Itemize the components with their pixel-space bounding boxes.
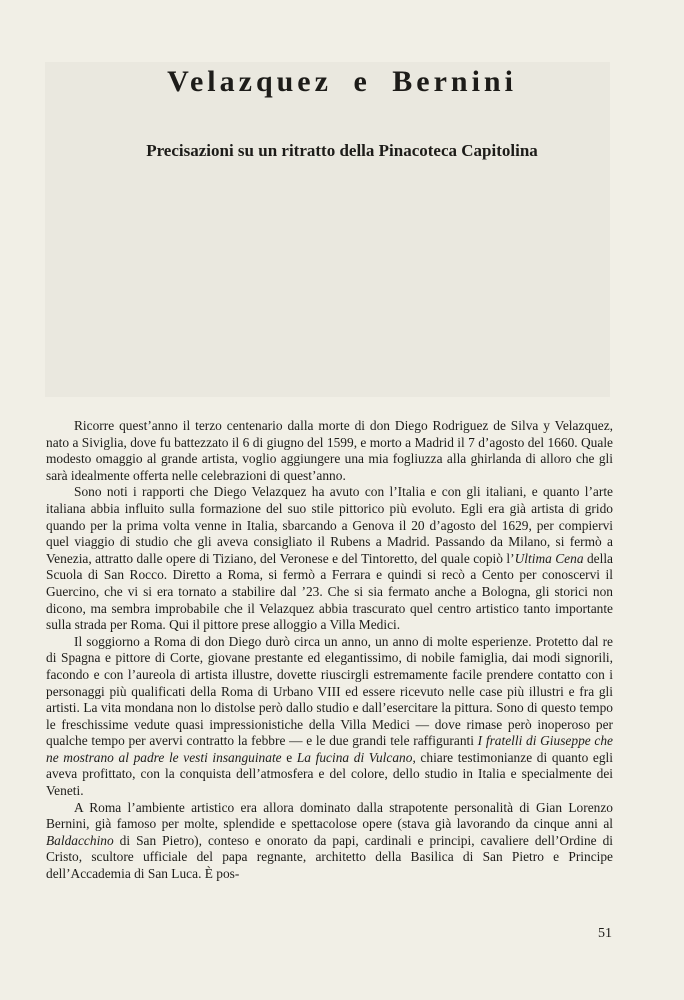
- article-body: [46, 418, 613, 883]
- italic-title-baldacchino: Baldacchino: [46, 832, 114, 848]
- paragraph-text: della Scuola di San Rocco. Diretto a Roma, si fermò a Ferrara e quindi si recò a Cento per conoscervi il Guercino, che vi si era tornato a stabilire dal ’23. Che si sia fermato anche a Bologna, gli storici non dicono, ma sembra improbabile che il Velazquez abbia trascurato quel centro artistico tanto importante sulla strada per Roma. Qui il pittore prese alloggio a Villa Medici.: [46, 550, 614, 633]
- paragraph-text: Il soggiorno a Roma di don Diego durò circa un anno, un anno di molte esperienze. Protetto dal re di Spagna e pittore di Corte, giovane prestante ed elegantissimo, di nobile famiglia, dai modi signorili, facondo e con l’aureola di artista illustre, dovette riuscirgli estremamente facile prendere contatto con i personaggi più qualificati della Roma di Urbano VIII ed essere ricevuto nelle case più illustri e fra gli artisti. La vita mondana non lo distolse però dallo studio e dall’esercitare la pittura. Sono di questo tempo le freschissime vedute quasi impressionistiche della Villa Medici — dove rimase però inoperoso per qualche tempo per avervi contratto la febbre — e le due grandi tele raffiguranti: [46, 633, 613, 749]
- paragraph-1: [46, 418, 613, 484]
- paragraph-text: , chiare testimonianze di quanto egli aveva profittato, con la conquista dell’atmosfera e del colore, dello studio in Italia e specialmente dei Veneti.: [46, 749, 613, 799]
- paragraph-text: Ricorre quest’anno il terzo centenario dalla morte di don Diego Rodriguez de Silva y Velazquez, nato a Siviglia, dove fu battezzato il 6 di giugno del 1599, e morto a Madrid il 7 d’agosto del 1660. Quale modesto omaggio al grande artista, voglio aggiungere una mia fogliuzza alla ghirlanda di alloro che gli sarà idealmente offerta nelle celebrazioni di quest’anno.: [46, 418, 613, 483]
- paragraph-text: di San Pietro), conteso e onorato da papi, cardinali e principi, cavaliere dell’Ordine di Cristo, scultore ufficiale del papa regnante, architetto della Basilica di San Pietro e Principe dell’Accademia di San Luca. È pos-: [46, 832, 613, 882]
- italic-title-fratelli-di-giuseppe: I fratelli di Giuseppe che ne mostrano al padre le vesti insanguinate: [46, 733, 614, 765]
- paragraph-4: [46, 800, 613, 883]
- header-shaded-area: [45, 62, 610, 397]
- paragraph-text: e: [281, 749, 297, 765]
- italic-title-fucina-di-vulcano: La fucina di Vulcano: [296, 749, 413, 765]
- paragraph-text: Sono noti i rapporti che Diego Velazquez ha avuto con l’Italia e con gli italiani, e quanto l’arte italiana abbia influito sulla formazione del suo stile pittorico più evoluto. Egli era già artista di grido quando per la prima volta venne in Italia, sbarcando a Genova il 20 d’agosto del 1629, per compiervi quel viaggio di studio che gli aveva consigliato il Rubens a Madrid. Passando da Milano, si fermò a Venezia, attratto dalle opere di Tiziano, del Veronese e del Tintoretto, del quale copiò l’: [46, 484, 613, 566]
- article-subtitle: Precisazioni su un ritratto della Pinacoteca Capitolina: [146, 141, 538, 160]
- paragraph-text: A Roma l’ambiente artistico era allora dominato dalla strapotente personalità di Gian Lorenzo Bernini, già famoso per molte, splendide e spettacolose opere (stava già lavorando da cinque anni al: [46, 799, 613, 832]
- article-title: Velazquez e Bernini: [167, 65, 517, 98]
- paragraph-3: [46, 634, 613, 800]
- page-number: 51: [598, 926, 612, 941]
- italic-title-ultima-cena: Ultima Cena: [514, 550, 584, 566]
- paragraph-2: [46, 484, 613, 633]
